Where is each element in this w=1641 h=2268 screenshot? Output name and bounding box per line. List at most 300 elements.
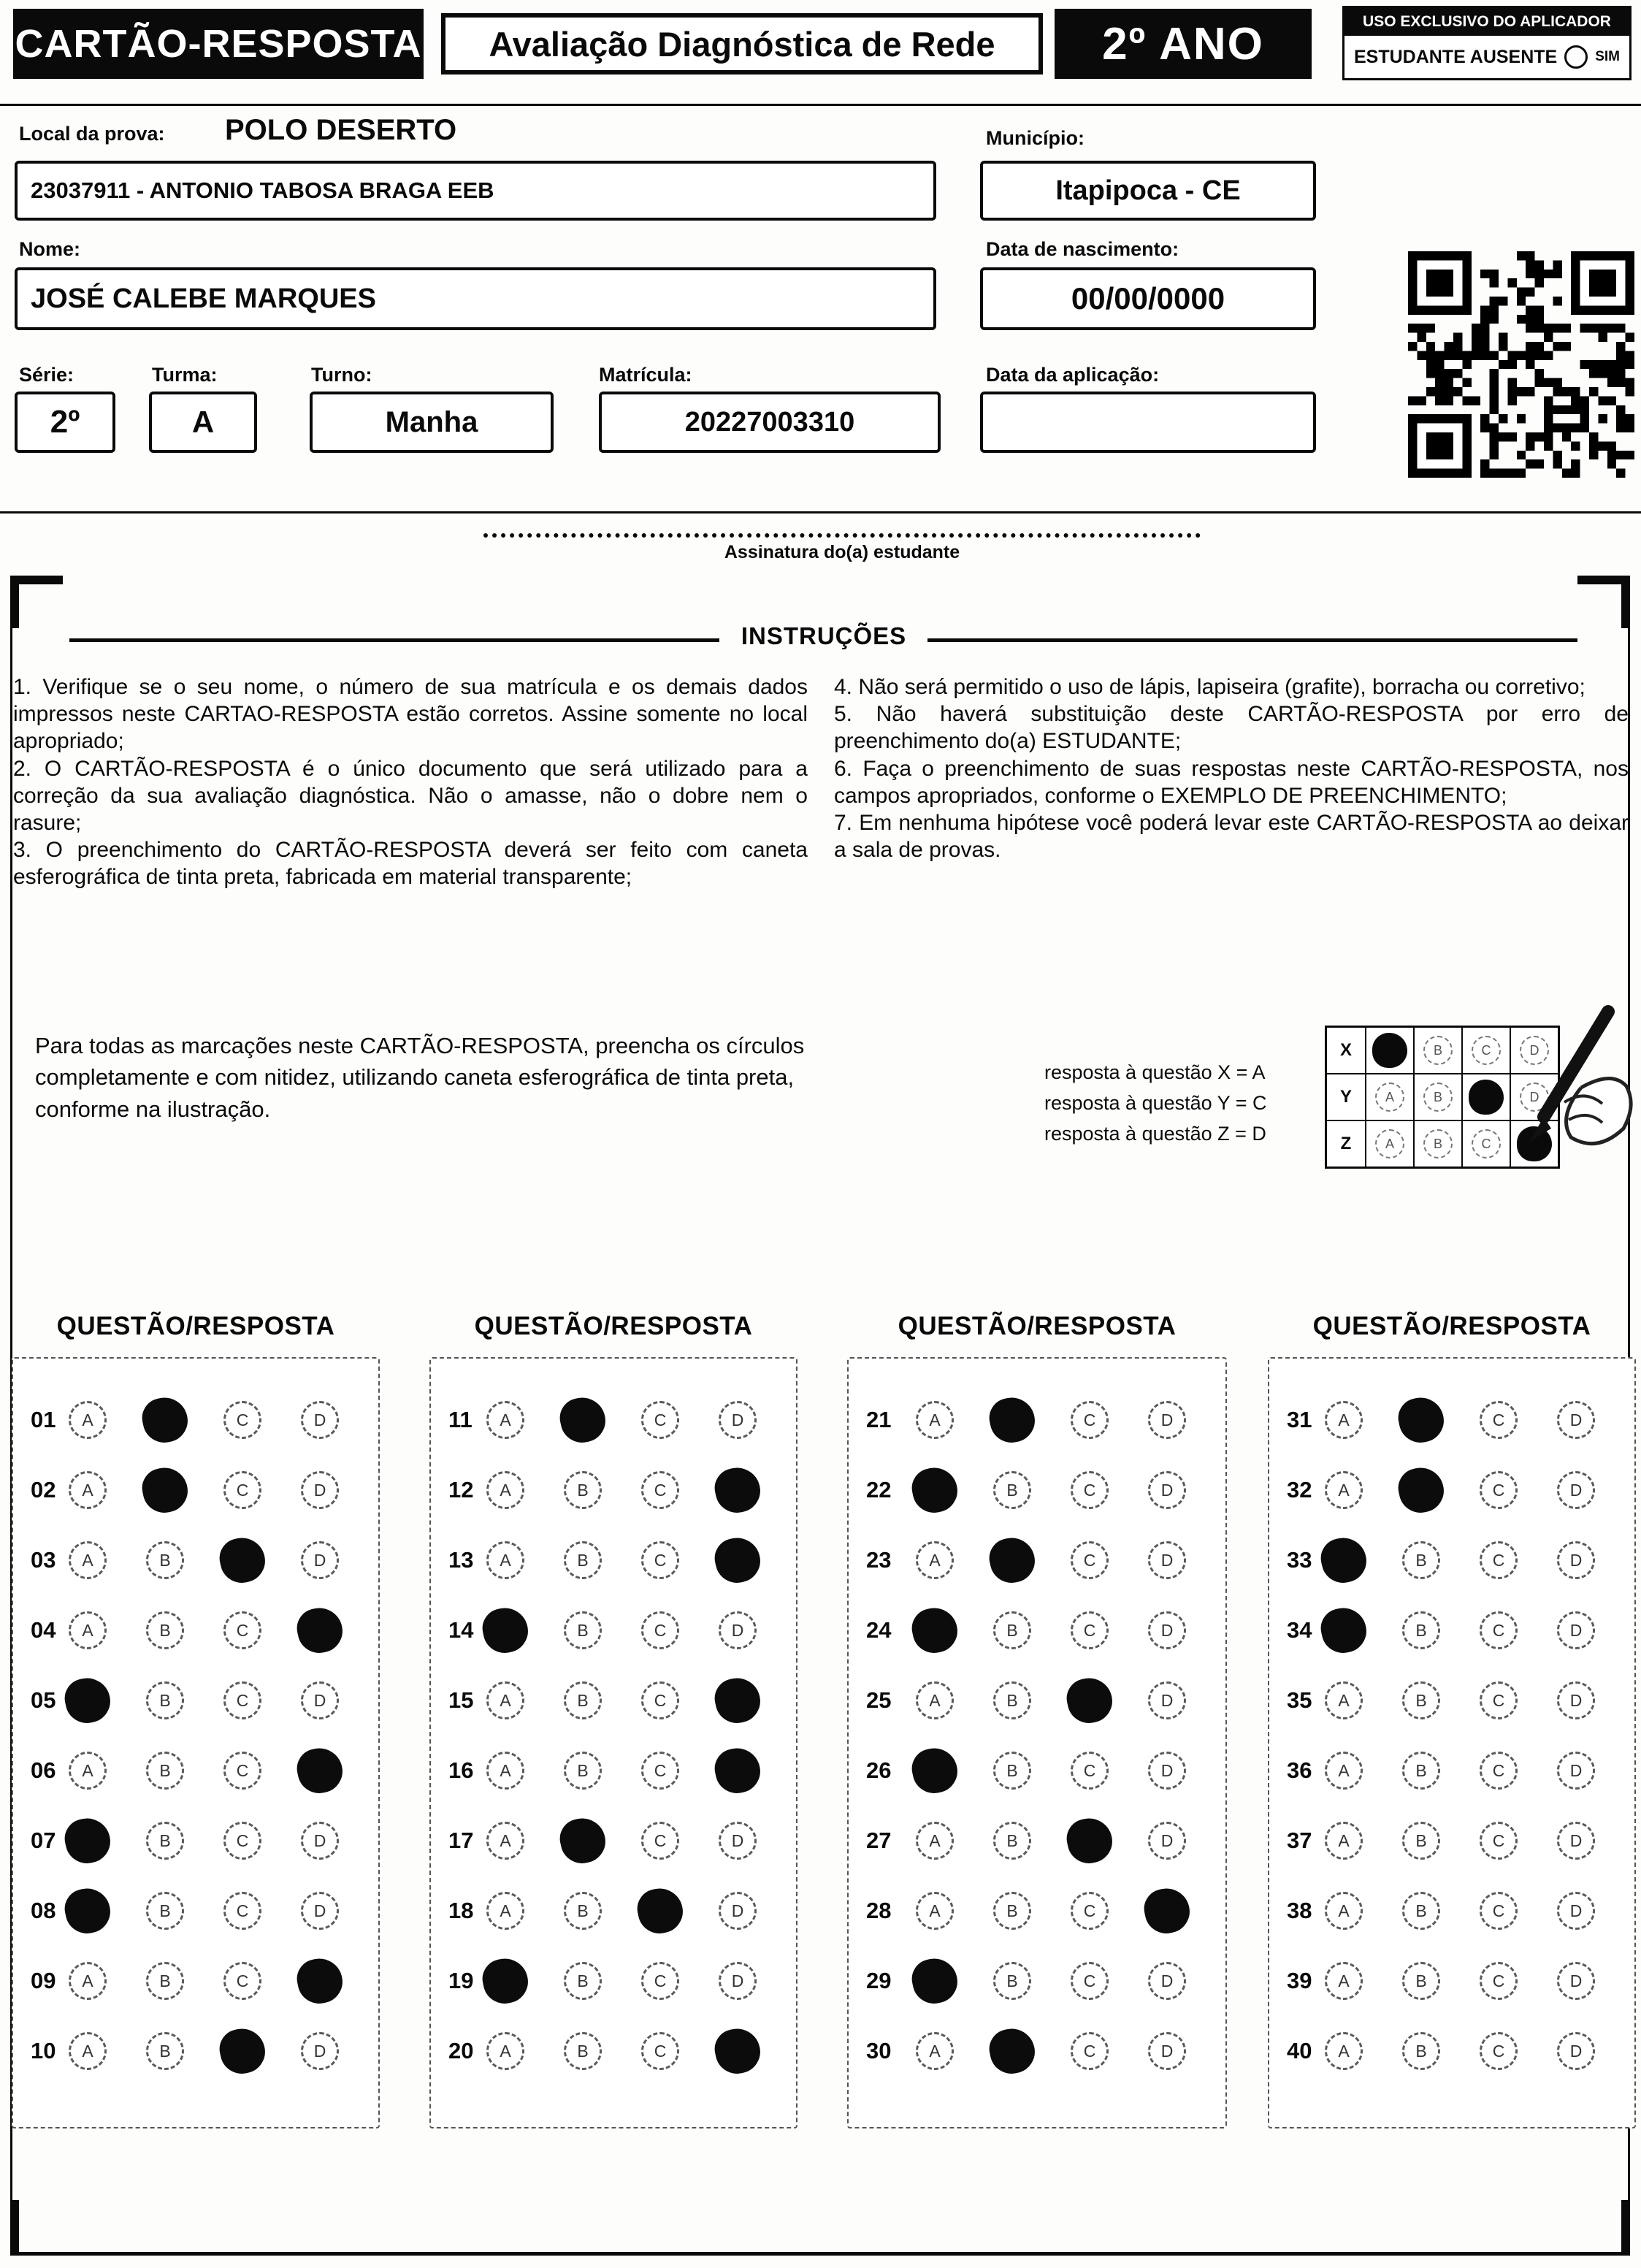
example-grid-cell — [1365, 1028, 1413, 1073]
question-number: 29 — [866, 1968, 892, 1993]
question-row — [431, 1525, 796, 1595]
question-number: 35 — [1287, 1687, 1312, 1713]
bubble-q15-B[interactable]: B — [564, 1681, 602, 1719]
bubble-q36-A[interactable]: A — [1325, 1752, 1363, 1790]
bubble-q13-A[interactable]: A — [486, 1541, 524, 1579]
applicator-title: USO EXCLUSIVO DO APLICADOR — [1344, 8, 1629, 36]
bubble-q22-A[interactable] — [909, 1464, 962, 1517]
fill-instructions-note: Para todas as marcações neste CARTÃO-RESPOSTA, preencha os círculos completamente e com nitidez, utilizando caneta esferográfica de tinta preta, conforme na ilustração. — [35, 1033, 805, 1122]
turno-label: Turno: — [311, 364, 372, 386]
question-number: 32 — [1287, 1477, 1312, 1503]
question-row — [849, 1876, 1225, 1946]
example-grid-cell — [1365, 1121, 1413, 1167]
question-number: 07 — [31, 1828, 56, 1853]
bubble-q40-C[interactable]: C — [1480, 2032, 1518, 2070]
bubble-q32-B[interactable] — [1395, 1464, 1448, 1517]
frame-corner-mark — [1621, 2200, 1630, 2256]
question-row — [13, 1455, 378, 1525]
question-number: 12 — [448, 1477, 474, 1503]
bubble-q40-D[interactable]: D — [1557, 2032, 1595, 2070]
question-number: 39 — [1287, 1968, 1312, 1993]
question-number: 22 — [866, 1477, 892, 1503]
bubble-q37-A[interactable]: A — [1325, 1822, 1363, 1860]
question-row — [13, 1385, 378, 1455]
bubble-q23-A[interactable]: A — [916, 1541, 954, 1579]
bubble-q03-C[interactable] — [216, 1534, 269, 1587]
nome-label: Nome: — [19, 238, 81, 260]
matricula-field: 20227003310 — [599, 392, 941, 453]
bubble-q34-A[interactable] — [1317, 1604, 1371, 1657]
bubble-q38-D[interactable]: D — [1557, 1892, 1595, 1930]
signature-label: Assinatura do(a) estudante — [724, 542, 960, 562]
question-row — [1269, 1455, 1634, 1525]
bubble-q40-B[interactable]: B — [1402, 2032, 1440, 2070]
question-row — [431, 2016, 796, 2086]
instruction-item: 3. O preenchimento do CARTÃO-RESPOSTA deverá ser feito com caneta esferográfica de tinta preta, fabricada em material transparente; — [13, 838, 808, 890]
bubble-q26-A[interactable] — [909, 1744, 962, 1798]
question-number: 04 — [31, 1617, 56, 1643]
example-line: resposta à questão Z = D — [1044, 1122, 1266, 1145]
frame-corner-mark — [1621, 576, 1630, 628]
bubble-q15-A[interactable]: A — [486, 1681, 524, 1719]
applicator-box — [1342, 6, 1632, 80]
bubble-q34-D[interactable]: D — [1557, 1611, 1595, 1649]
question-row — [431, 1736, 796, 1806]
bubble-q30-D[interactable]: D — [1148, 2032, 1186, 2070]
bubble-q04-B[interactable]: B — [146, 1611, 184, 1649]
question-number: 28 — [866, 1898, 892, 1923]
form-divider — [0, 511, 1641, 513]
question-row — [431, 1665, 796, 1736]
bubble-q39-B[interactable]: B — [1402, 1962, 1440, 2000]
block-title-1: QUESTÃO/RESPOSTA — [56, 1312, 335, 1340]
bubble-q07-D[interactable]: D — [301, 1822, 339, 1860]
bubble-q22-D[interactable]: D — [1148, 1471, 1186, 1509]
bubble-q17-A[interactable]: A — [486, 1822, 524, 1860]
bubble-q38-A[interactable]: A — [1325, 1892, 1363, 1930]
bubble-q19-D[interactable]: D — [719, 1962, 757, 2000]
bubble-q29-D[interactable]: D — [1148, 1962, 1186, 2000]
bubble-q21-C[interactable]: C — [1071, 1401, 1109, 1439]
nome-field: JOSÉ CALEBE MARQUES — [15, 267, 936, 330]
example-row-label: Y — [1339, 1087, 1352, 1107]
bubble-q22-C[interactable]: C — [1071, 1471, 1109, 1509]
nascimento-field: 00/00/0000 — [980, 267, 1316, 330]
bubble-q27-B[interactable]: B — [993, 1822, 1031, 1860]
bubble-q01-C[interactable]: C — [223, 1401, 261, 1439]
serie-field: 2º — [15, 392, 115, 453]
question-row — [1269, 1736, 1634, 1806]
bubble-q27-C[interactable] — [1063, 1814, 1117, 1868]
question-row — [1269, 1525, 1634, 1595]
bubble-q39-C[interactable]: C — [1480, 1962, 1518, 2000]
example-bubble: B — [1423, 1083, 1453, 1112]
bubble-q27-A[interactable]: A — [916, 1822, 954, 1860]
bubble-q07-A[interactable] — [61, 1814, 115, 1868]
example-answer-lines — [1044, 1058, 1266, 1150]
bubble-q36-C[interactable]: C — [1480, 1752, 1518, 1790]
bubble-q27-D[interactable]: D — [1148, 1822, 1186, 1860]
bubble-q32-D[interactable]: D — [1557, 1471, 1595, 1509]
absent-option-label: SIM — [1595, 49, 1621, 64]
bubble-q31-A[interactable]: A — [1325, 1401, 1363, 1439]
bubble-q08-C[interactable]: C — [223, 1892, 261, 1930]
bubble-q13-C[interactable]: C — [641, 1541, 679, 1579]
bubble-q21-A[interactable]: A — [916, 1401, 954, 1439]
question-number: 16 — [448, 1757, 474, 1783]
bubble-q04-D[interactable] — [294, 1604, 347, 1657]
question-number: 26 — [866, 1757, 892, 1783]
question-number: 08 — [31, 1898, 56, 1923]
bubble-q10-D[interactable]: D — [301, 2032, 339, 2070]
bubble-q08-B[interactable]: B — [146, 1892, 184, 1930]
question-row — [1269, 1946, 1634, 2016]
question-row — [849, 2016, 1225, 2086]
bubble-q30-C[interactable]: C — [1071, 2032, 1109, 2070]
example-line: resposta à questão Y = C — [1044, 1091, 1267, 1114]
bubble-q24-D[interactable]: D — [1148, 1611, 1186, 1649]
bubble-q02-D[interactable]: D — [301, 1471, 339, 1509]
bubble-q36-D[interactable]: D — [1557, 1752, 1595, 1790]
matricula-label: Matrícula: — [599, 364, 692, 386]
example-grid-cell — [1413, 1121, 1461, 1167]
question-row — [13, 1736, 378, 1806]
bubble-q14-D[interactable]: D — [719, 1611, 757, 1649]
question-row — [431, 1946, 796, 2016]
hand-pen-illustration — [1483, 998, 1636, 1173]
bubble-q15-D[interactable] — [711, 1674, 765, 1727]
answer-block-4 — [1268, 1357, 1636, 2128]
bubble-q06-A[interactable]: A — [69, 1752, 107, 1790]
bubble-q25-B[interactable]: B — [993, 1681, 1031, 1719]
question-number: 36 — [1287, 1757, 1312, 1783]
municipio-label: Município: — [986, 127, 1085, 149]
bubble-q19-B[interactable]: B — [564, 1962, 602, 2000]
bubble-q22-B[interactable]: B — [993, 1471, 1031, 1509]
question-row — [849, 1595, 1225, 1665]
bubble-q31-C[interactable]: C — [1480, 1401, 1518, 1439]
question-row — [1269, 1385, 1634, 1455]
bubble-q33-D[interactable]: D — [1557, 1541, 1595, 1579]
question-row — [13, 1665, 378, 1736]
question-row — [13, 1806, 378, 1876]
bubble-q35-B[interactable]: B — [1402, 1681, 1440, 1719]
question-number: 21 — [866, 1407, 892, 1432]
question-number: 23 — [866, 1547, 892, 1573]
local-label: Local da prova: — [19, 123, 165, 145]
bubble-q24-A[interactable] — [909, 1604, 962, 1657]
example-grid-cell — [1413, 1028, 1461, 1073]
instructions-left-column — [13, 673, 808, 891]
bubble-q20-C[interactable]: C — [641, 2032, 679, 2070]
bubble-q12-D[interactable] — [711, 1464, 765, 1517]
bubble-q10-C[interactable] — [216, 2025, 269, 2078]
bubble-q30-B[interactable] — [986, 2025, 1039, 2078]
bubble-q31-D[interactable]: D — [1557, 1401, 1595, 1439]
bubble-q16-C[interactable]: C — [641, 1752, 679, 1790]
bubble-q25-D[interactable]: D — [1148, 1681, 1186, 1719]
instructions-right-column — [834, 673, 1629, 863]
bubble-q09-A[interactable]: A — [69, 1962, 107, 2000]
question-row — [849, 1385, 1225, 1455]
question-row — [1269, 1665, 1634, 1736]
example-grid-cell — [1365, 1074, 1413, 1120]
qr-code — [1408, 251, 1634, 478]
question-row — [13, 2016, 378, 2086]
question-number: 06 — [31, 1757, 56, 1783]
bubble-q20-B[interactable]: B — [564, 2032, 602, 2070]
answer-block-2 — [429, 1357, 797, 2128]
absent-label: ESTUDANTE AUSENTE — [1353, 46, 1558, 67]
question-row — [13, 1946, 378, 2016]
bubble-q12-B[interactable]: B — [564, 1471, 602, 1509]
bubble-q09-B[interactable]: B — [146, 1962, 184, 2000]
bubble-q05-C[interactable]: C — [223, 1681, 261, 1719]
question-number: 17 — [448, 1828, 474, 1853]
bubble-q15-C[interactable]: C — [641, 1681, 679, 1719]
turma-label: Turma: — [152, 364, 218, 386]
bubble-q25-A[interactable]: A — [916, 1681, 954, 1719]
bubble-q02-A[interactable]: A — [69, 1471, 107, 1509]
question-number: 10 — [31, 2038, 56, 2063]
question-number: 19 — [448, 1968, 474, 1993]
bubble-q10-A[interactable]: A — [69, 2032, 107, 2070]
question-number: 13 — [448, 1547, 474, 1573]
instruction-item: 6. Faça o preenchimento de suas respostas neste CARTÃO-RESPOSTA, nos campos apropriados, conforme o EXEMPLO DE PREENCHIMENTO; — [834, 756, 1629, 808]
bubble-q34-C[interactable]: C — [1480, 1611, 1518, 1649]
bubble-q20-A[interactable]: A — [486, 2032, 524, 2070]
question-number: 38 — [1287, 1898, 1312, 1923]
question-row — [849, 1736, 1225, 1806]
exam-title: Avaliação Diagnóstica de Rede — [441, 13, 1043, 75]
municipio-field: Itapipoca - CE — [980, 161, 1316, 221]
question-row — [431, 1876, 796, 1946]
frame-corner-mark — [10, 576, 19, 628]
example-row-label: Z — [1340, 1134, 1352, 1153]
bubble-q32-A[interactable]: A — [1325, 1471, 1363, 1509]
bubble-q08-D[interactable]: D — [301, 1892, 339, 1930]
bubble-q39-D[interactable]: D — [1557, 1962, 1595, 2000]
bubble-q16-A[interactable]: A — [486, 1752, 524, 1790]
bubble-q21-B[interactable] — [986, 1394, 1039, 1447]
school-field: 23037911 - ANTONIO TABOSA BRAGA EEB — [15, 161, 936, 221]
question-number: 31 — [1287, 1407, 1312, 1432]
question-row — [849, 1806, 1225, 1876]
bubble-q21-D[interactable]: D — [1148, 1401, 1186, 1439]
question-row — [849, 1455, 1225, 1525]
question-row — [849, 1946, 1225, 2016]
aplicacao-field — [980, 392, 1316, 453]
bubble-q30-A[interactable]: A — [916, 2032, 954, 2070]
bubble-q24-B[interactable]: B — [993, 1611, 1031, 1649]
bubble-q02-B[interactable] — [139, 1464, 192, 1517]
question-row — [431, 1385, 796, 1455]
question-number: 27 — [866, 1828, 892, 1853]
bubble-q20-D[interactable] — [711, 2025, 765, 2078]
answer-block-3 — [847, 1357, 1227, 2128]
example-bubble: C — [1472, 1036, 1501, 1065]
bubble-q37-B[interactable]: B — [1402, 1822, 1440, 1860]
example-bubble: B — [1423, 1036, 1453, 1065]
bubble-q29-A[interactable] — [909, 1955, 962, 2008]
question-row — [13, 1595, 378, 1665]
question-row — [431, 1455, 796, 1525]
bubble-q10-B[interactable]: B — [146, 2032, 184, 2070]
bubble-q12-C[interactable]: C — [641, 1471, 679, 1509]
instructions-rule-left — [69, 638, 719, 642]
bubble-q19-A[interactable] — [479, 1955, 532, 2008]
instruction-item: 7. Em nenhuma hipótese você poderá levar este CARTÃO-RESPOSTA ao deixar a sala de provas. — [834, 810, 1629, 863]
example-bubble: B — [1423, 1129, 1453, 1158]
bubble-q16-D[interactable] — [711, 1744, 765, 1798]
bubble-q12-A[interactable]: A — [486, 1471, 524, 1509]
bubble-q14-B[interactable]: B — [564, 1611, 602, 1649]
question-number: 30 — [866, 2038, 892, 2063]
bubble-q03-B[interactable]: B — [146, 1541, 184, 1579]
bubble-q35-C[interactable]: C — [1480, 1681, 1518, 1719]
bubble-q23-B[interactable] — [986, 1534, 1039, 1587]
bubble-q01-D[interactable]: D — [301, 1401, 339, 1439]
bubble-q38-B[interactable]: B — [1402, 1892, 1440, 1930]
question-number: 03 — [31, 1547, 56, 1573]
question-number: 09 — [31, 1968, 56, 1993]
bubble-q35-D[interactable]: D — [1557, 1681, 1595, 1719]
bubble-q09-C[interactable]: C — [223, 1962, 261, 2000]
bubble-q09-D[interactable] — [294, 1955, 347, 2008]
bubble-q02-C[interactable]: C — [223, 1471, 261, 1509]
bubble-q06-B[interactable]: B — [146, 1752, 184, 1790]
bubble-q04-C[interactable]: C — [223, 1611, 261, 1649]
bubble-q08-A[interactable] — [61, 1885, 115, 1938]
bubble-q11-B[interactable] — [556, 1394, 610, 1447]
bubble-q18-D[interactable]: D — [719, 1892, 757, 1930]
bubble-q18-C[interactable] — [634, 1885, 687, 1938]
bubble-q17-B[interactable] — [556, 1814, 610, 1868]
block-title-2: QUESTÃO/RESPOSTA — [474, 1312, 753, 1340]
question-number: 37 — [1287, 1828, 1312, 1853]
question-number: 14 — [448, 1617, 474, 1643]
bubble-q14-C[interactable]: C — [641, 1611, 679, 1649]
bubble-q29-C[interactable]: C — [1071, 1962, 1109, 2000]
bubble-q33-C[interactable]: C — [1480, 1541, 1518, 1579]
example-bubble: A — [1375, 1129, 1404, 1158]
question-number: 33 — [1287, 1547, 1312, 1573]
instructions-rule-right — [927, 638, 1577, 642]
bubble-q05-B[interactable]: B — [146, 1681, 184, 1719]
question-number: 18 — [448, 1898, 474, 1923]
turma-field: A — [149, 392, 257, 453]
bubble-q28-D[interactable] — [1141, 1885, 1194, 1938]
bubble-q26-B[interactable]: B — [993, 1752, 1031, 1790]
bubble-q01-A[interactable]: A — [69, 1401, 107, 1439]
bubble-q07-B[interactable]: B — [146, 1822, 184, 1860]
bubble-q33-A[interactable] — [1317, 1534, 1371, 1587]
bubble-q31-B[interactable] — [1395, 1394, 1448, 1447]
bubble-q38-C[interactable]: C — [1480, 1892, 1518, 1930]
bubble-q06-D[interactable] — [294, 1744, 347, 1798]
bubble-q19-C[interactable]: C — [641, 1962, 679, 2000]
bubble-q14-A[interactable] — [479, 1604, 532, 1657]
bubble-q13-D[interactable] — [711, 1534, 765, 1587]
bubble-q28-B[interactable]: B — [993, 1892, 1031, 1930]
question-number: 15 — [448, 1687, 474, 1713]
bubble-q01-B[interactable] — [139, 1394, 192, 1447]
bubble-q39-A[interactable]: A — [1325, 1962, 1363, 2000]
question-row — [13, 1525, 378, 1595]
bubble-q03-A[interactable]: A — [69, 1541, 107, 1579]
bubble-q18-B[interactable]: B — [564, 1892, 602, 1930]
question-number: 25 — [866, 1687, 892, 1713]
bubble-q37-C[interactable]: C — [1480, 1822, 1518, 1860]
example-row-label: X — [1339, 1040, 1352, 1060]
bubble-q11-A[interactable]: A — [486, 1401, 524, 1439]
question-row — [1269, 1876, 1634, 1946]
bubble-q33-B[interactable]: B — [1402, 1541, 1440, 1579]
instructions-title: INSTRUÇÕES — [741, 622, 907, 649]
question-number: 34 — [1287, 1617, 1312, 1643]
aplicacao-label: Data da aplicação: — [986, 364, 1160, 386]
question-row — [431, 1595, 796, 1665]
bubble-q24-C[interactable]: C — [1071, 1611, 1109, 1649]
card-title: CARTÃO-RESPOSTA — [13, 9, 424, 79]
absent-bubble[interactable] — [1564, 45, 1588, 69]
bubble-q07-C[interactable]: C — [223, 1822, 261, 1860]
bubble-q28-C[interactable]: C — [1071, 1892, 1109, 1930]
bubble-q35-A[interactable]: A — [1325, 1681, 1363, 1719]
bubble-q37-D[interactable]: D — [1557, 1822, 1595, 1860]
bubble-q25-C[interactable] — [1063, 1674, 1117, 1727]
instruction-item: 2. O CARTÃO-RESPOSTA é o único documento que será utilizado para a correção da sua avaliação diagnóstica. Não o amasse, não o dobre nem o rasure; — [13, 756, 808, 835]
example-bubble: C — [1472, 1129, 1501, 1158]
bubble-q06-C[interactable]: C — [223, 1752, 261, 1790]
bubble-q26-C[interactable]: C — [1071, 1752, 1109, 1790]
bubble-q26-D[interactable]: D — [1148, 1752, 1186, 1790]
bubble-q18-A[interactable]: A — [486, 1892, 524, 1930]
bubble-q05-A[interactable] — [61, 1674, 115, 1727]
bubble-q17-C[interactable]: C — [641, 1822, 679, 1860]
bubble-q05-D[interactable]: D — [301, 1681, 339, 1719]
bubble-q34-B[interactable]: B — [1402, 1611, 1440, 1649]
serie-label: Série: — [19, 364, 74, 386]
bubble-q11-C[interactable]: C — [641, 1401, 679, 1439]
question-row — [1269, 1806, 1634, 1876]
block-title-4: QUESTÃO/RESPOSTA — [1312, 1312, 1591, 1340]
bubble-q32-C[interactable]: C — [1480, 1471, 1518, 1509]
bubble-q13-B[interactable]: B — [564, 1541, 602, 1579]
bubble-q28-A[interactable]: A — [916, 1892, 954, 1930]
bubble-q29-B[interactable]: B — [993, 1962, 1031, 2000]
question-number: 20 — [448, 2038, 474, 2063]
bubble-q11-D[interactable]: D — [719, 1401, 757, 1439]
question-number: 24 — [866, 1617, 892, 1643]
bubble-q17-D[interactable]: D — [719, 1822, 757, 1860]
bubble-q03-D[interactable]: D — [301, 1541, 339, 1579]
bubble-q04-A[interactable]: A — [69, 1611, 107, 1649]
bubble-q36-B[interactable]: B — [1402, 1752, 1440, 1790]
question-number: 05 — [31, 1687, 56, 1713]
question-number: 02 — [31, 1477, 56, 1503]
question-row — [13, 1876, 378, 1946]
bubble-q40-A[interactable]: A — [1325, 2032, 1363, 2070]
turno-field: Manha — [310, 392, 554, 453]
signature-line[interactable] — [483, 533, 1201, 538]
question-number: 01 — [31, 1407, 56, 1432]
bubble-q23-C[interactable]: C — [1071, 1541, 1109, 1579]
bubble-q16-B[interactable]: B — [564, 1752, 602, 1790]
example-grid-cell — [1413, 1074, 1461, 1120]
bubble-q23-D[interactable]: D — [1148, 1541, 1186, 1579]
example-bubble: D — [1520, 1036, 1549, 1065]
